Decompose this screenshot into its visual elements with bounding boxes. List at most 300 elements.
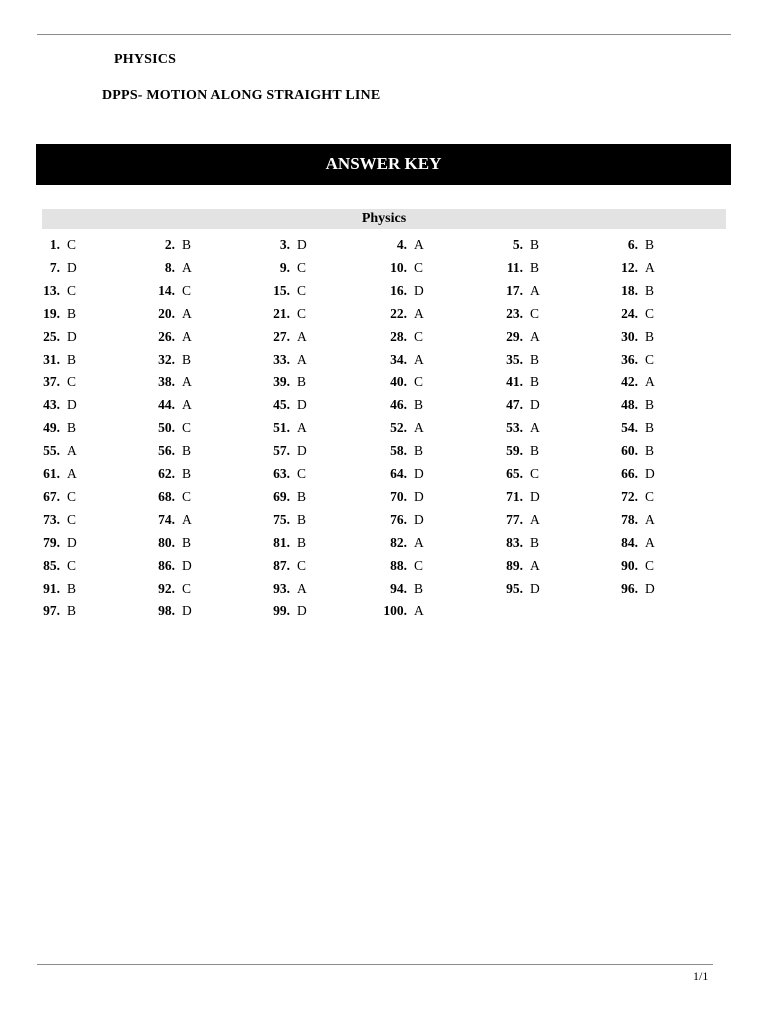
question-number: 33. [273,351,290,367]
answer-item [387,556,487,576]
question-number: 88. [390,557,407,573]
question-number: 38. [158,374,175,390]
question-number: 85. [43,557,60,573]
question-number: 77. [506,511,523,527]
question-number: 89. [506,557,523,573]
answer-option: B [530,237,540,252]
answer-item [387,464,487,484]
answer-item [40,441,140,461]
question-number: 14. [158,282,175,298]
answer-option: C [67,374,77,390]
answer-item [387,487,487,507]
answer-option: C [530,305,540,321]
answer-item [270,487,370,507]
question-number: 7. [49,259,60,275]
answer-option: D [67,259,77,275]
answer-item [387,258,487,278]
answer-item [387,418,487,438]
answer-item [40,304,140,324]
subject-heading: PHYSICS [114,52,177,67]
answer-option: C [297,466,307,481]
answer-item [270,441,370,461]
answer-item [387,235,487,255]
question-number: 73. [43,511,60,527]
question-number: 48. [621,397,638,413]
answer-item [618,579,718,599]
answer-option: A [645,534,655,550]
answer-item [40,350,140,370]
question-number: 34. [390,351,407,367]
answer-option: D [645,580,655,596]
question-number: 8. [164,259,175,275]
answer-key-banner: ANSWER KEY [36,144,731,185]
question-number: 36. [621,351,638,367]
answer-option: C [297,305,307,321]
answer-item [618,510,718,530]
answer-option: B [645,443,655,459]
question-number: 50. [158,420,175,436]
answer-item [503,395,603,415]
question-number: 10. [390,259,407,275]
question-number: 65. [506,466,523,481]
answer-item [270,510,370,530]
question-number: 90. [621,557,638,573]
answer-item [503,258,603,278]
answer-option: B [645,282,655,298]
answer-option: D [182,603,192,619]
answer-item [503,418,603,438]
answer-option: C [645,351,655,367]
question-number: 76. [390,511,407,527]
answer-item [270,464,370,484]
question-number: 32. [158,351,175,367]
answer-option: D [530,397,540,413]
question-number: 51. [273,420,290,436]
answer-item [270,327,370,347]
answer-item [618,418,718,438]
answer-option: A [182,328,192,344]
question-number: 43. [43,397,60,413]
answer-item [155,281,255,301]
question-number: 71. [506,488,523,504]
answer-option: A [414,237,424,252]
question-number: 67. [43,488,60,504]
answer-option: B [297,511,307,527]
answer-item [618,487,718,507]
answer-item [503,533,603,553]
question-number: 42. [621,374,638,390]
question-number: 37. [43,374,60,390]
answer-option: B [414,443,424,459]
question-number: 82. [390,534,407,550]
answer-option: B [67,305,77,321]
question-number: 95. [506,580,523,596]
answer-option: B [530,534,540,550]
question-number: 12. [621,259,638,275]
question-number: 23. [506,305,523,321]
answer-option: D [67,328,77,344]
answer-item [40,281,140,301]
answer-item [40,601,140,621]
answer-item [40,372,140,392]
question-number: 17. [506,282,523,298]
answer-item [155,601,255,621]
answer-option: D [414,511,424,527]
answer-item [503,350,603,370]
top-divider [37,34,731,35]
question-number: 92. [158,580,175,596]
answer-option: A [182,259,192,275]
answer-option: A [530,328,540,344]
question-number: 2. [164,237,175,252]
question-number: 44. [158,397,175,413]
question-number: 15. [273,282,290,298]
answer-item [155,327,255,347]
question-number: 27. [273,328,290,344]
answer-option: C [297,259,307,275]
answer-item [40,464,140,484]
answer-option: A [297,420,307,436]
answer-item [270,556,370,576]
answer-item [618,464,718,484]
question-number: 60. [621,443,638,459]
answer-item [503,464,603,484]
answer-option: B [67,603,77,619]
answer-option: A [297,328,307,344]
answer-item [383,601,487,621]
answer-option: C [182,420,192,436]
answer-item [270,372,370,392]
answer-item [618,304,718,324]
section-header: Physics [42,209,726,229]
answer-option: A [297,580,307,596]
answer-option: D [645,466,655,481]
question-number: 70. [390,488,407,504]
question-number: 6. [627,237,638,252]
question-number: 31. [43,351,60,367]
question-number: 74. [158,511,175,527]
answer-option: B [67,351,77,367]
question-number: 80. [158,534,175,550]
answer-item [387,281,487,301]
question-number: 96. [621,580,638,596]
answer-item [387,350,487,370]
answer-option: A [414,305,424,321]
answer-item [270,281,370,301]
answer-option: C [645,557,655,573]
question-number: 45. [273,397,290,413]
question-number: 98. [158,603,175,619]
question-number: 78. [621,511,638,527]
question-number: 86. [158,557,175,573]
answer-option: C [67,237,77,252]
answer-option: D [67,534,77,550]
answer-option: B [182,466,192,481]
answer-item [40,258,140,278]
question-number: 54. [621,420,638,436]
question-number: 20. [158,305,175,321]
answer-option: B [530,374,540,390]
answer-item [387,304,487,324]
question-number: 69. [273,488,290,504]
question-number: 29. [506,328,523,344]
answer-option: C [297,557,307,573]
answer-item [155,533,255,553]
answer-option: A [182,397,192,413]
answer-option: B [530,259,540,275]
question-number: 26. [158,328,175,344]
answer-item [40,235,140,255]
question-number: 22. [390,305,407,321]
question-number: 3. [279,237,290,252]
answer-option: B [645,397,655,413]
question-number: 61. [43,466,60,481]
answer-item [387,395,487,415]
answer-option: B [645,420,655,436]
answer-item [270,533,370,553]
answer-item [270,304,370,324]
answer-item [503,487,603,507]
question-number: 97. [43,603,60,619]
answer-option: B [645,237,655,252]
answer-item [387,533,487,553]
answer-item [155,258,255,278]
answer-option: D [414,466,424,481]
answer-option: C [414,557,424,573]
question-number: 35. [506,351,523,367]
answer-option: B [530,351,540,367]
answer-option: B [414,580,424,596]
question-number: 13. [43,282,60,298]
answer-item [40,327,140,347]
answer-option: B [67,420,77,436]
answer-item [503,304,603,324]
question-number: 56. [158,443,175,459]
question-number: 94. [390,580,407,596]
answer-option: D [530,580,540,596]
answer-item [270,235,370,255]
answer-option: C [414,374,424,390]
question-number: 72. [621,488,638,504]
answer-option: C [67,557,77,573]
answer-item [387,372,487,392]
answer-option: C [414,259,424,275]
answer-item [618,258,718,278]
answer-item [618,327,718,347]
answer-item [387,510,487,530]
question-number: 91. [43,580,60,596]
answer-option: D [414,282,424,298]
answer-item [155,579,255,599]
page-number: 1/1 [693,969,709,983]
answer-item [40,418,140,438]
answer-option: C [182,282,192,298]
answer-item [387,579,487,599]
question-number: 52. [390,420,407,436]
answer-option: A [414,534,424,550]
answer-item [270,418,370,438]
answer-option: A [645,259,655,275]
answer-option: A [530,511,540,527]
answer-item [618,372,718,392]
question-number: 53. [506,420,523,436]
answer-option: C [530,466,540,481]
answer-option: B [182,534,192,550]
answer-option: A [530,282,540,298]
question-number: 19. [43,305,60,321]
question-number: 66. [621,466,638,481]
question-number: 87. [273,557,290,573]
answer-option: A [530,557,540,573]
answer-item [503,441,603,461]
answer-item [618,281,718,301]
question-number: 25. [43,328,60,344]
answer-item [618,441,718,461]
question-number: 46. [390,397,407,413]
answer-item [270,258,370,278]
answer-option: D [297,237,307,252]
document-title: DPPS- MOTION ALONG STRAIGHT LINE [102,88,381,103]
question-number: 55. [43,443,60,459]
answer-option: C [297,282,307,298]
answer-option: A [182,374,192,390]
question-number: 41. [506,374,523,390]
question-number: 58. [390,443,407,459]
answer-item [503,281,603,301]
answer-item [503,235,603,255]
answer-item [503,510,603,530]
answer-item [155,487,255,507]
answer-item [618,556,718,576]
answer-option: A [645,511,655,527]
question-number: 40. [390,374,407,390]
answer-option: B [297,374,307,390]
answer-option: B [182,351,192,367]
answer-item [503,372,603,392]
answer-item [40,487,140,507]
answer-option: A [67,466,77,481]
answer-item [270,395,370,415]
answer-item [40,556,140,576]
question-number: 84. [621,534,638,550]
answer-option: A [414,351,424,367]
question-number: 4. [396,237,407,252]
question-number: 18. [621,282,638,298]
answer-item [618,395,718,415]
question-number: 75. [273,511,290,527]
answer-option: A [297,351,307,367]
question-number: 1. [49,237,60,252]
bottom-divider [37,964,713,965]
answer-item [40,395,140,415]
question-number: 16. [390,282,407,298]
answer-option: D [297,397,307,413]
answer-item [270,601,370,621]
question-number: 39. [273,374,290,390]
question-number: 21. [273,305,290,321]
answer-item [618,350,718,370]
answer-option: A [182,511,192,527]
question-number: 64. [390,466,407,481]
answer-item [270,579,370,599]
answer-item [155,372,255,392]
answer-option: B [530,443,540,459]
answer-option: A [645,374,655,390]
question-number: 68. [158,488,175,504]
question-number: 81. [273,534,290,550]
answer-item [155,350,255,370]
question-number: 93. [273,580,290,596]
answer-option: C [645,488,655,504]
answer-option: C [645,305,655,321]
answer-item [155,441,255,461]
answer-item [155,235,255,255]
answer-option: A [414,420,424,436]
answer-item [387,441,487,461]
answer-option: D [414,488,424,504]
answer-item [618,533,718,553]
answer-option: B [645,328,655,344]
answer-option: A [182,305,192,321]
answer-item [503,556,603,576]
question-number: 57. [273,443,290,459]
answer-option: A [414,603,424,619]
answer-item [618,235,718,255]
answer-item [155,556,255,576]
answer-item [270,350,370,370]
answer-item [155,510,255,530]
answer-option: D [530,488,540,504]
answer-option: B [297,534,307,550]
answer-option: B [67,580,77,596]
answer-item [155,395,255,415]
question-number: 100. [383,603,407,619]
question-number: 5. [512,237,523,252]
answer-item [387,327,487,347]
answer-option: D [297,603,307,619]
answer-option: C [182,488,192,504]
question-number: 63. [273,466,290,481]
answer-option: A [530,420,540,436]
answer-option: B [182,237,192,252]
answer-option: B [297,488,307,504]
answer-grid [40,235,730,625]
question-number: 47. [506,397,523,413]
answer-item [40,533,140,553]
question-number: 83. [506,534,523,550]
answer-item [503,579,603,599]
answer-option: B [414,397,424,413]
question-number: 24. [621,305,638,321]
answer-item [155,418,255,438]
answer-option: B [182,443,192,459]
question-number: 79. [43,534,60,550]
question-number: 30. [621,328,638,344]
answer-option: D [297,443,307,459]
question-number: 59. [506,443,523,459]
question-number: 28. [390,328,407,344]
answer-option: C [67,511,77,527]
answer-option: C [67,282,77,298]
answer-option: A [67,443,77,459]
question-number: 62. [158,466,175,481]
answer-option: C [414,328,424,344]
answer-item [155,304,255,324]
answer-item [40,579,140,599]
answer-item [40,510,140,530]
question-number: 9. [279,259,290,275]
answer-option: C [67,488,77,504]
